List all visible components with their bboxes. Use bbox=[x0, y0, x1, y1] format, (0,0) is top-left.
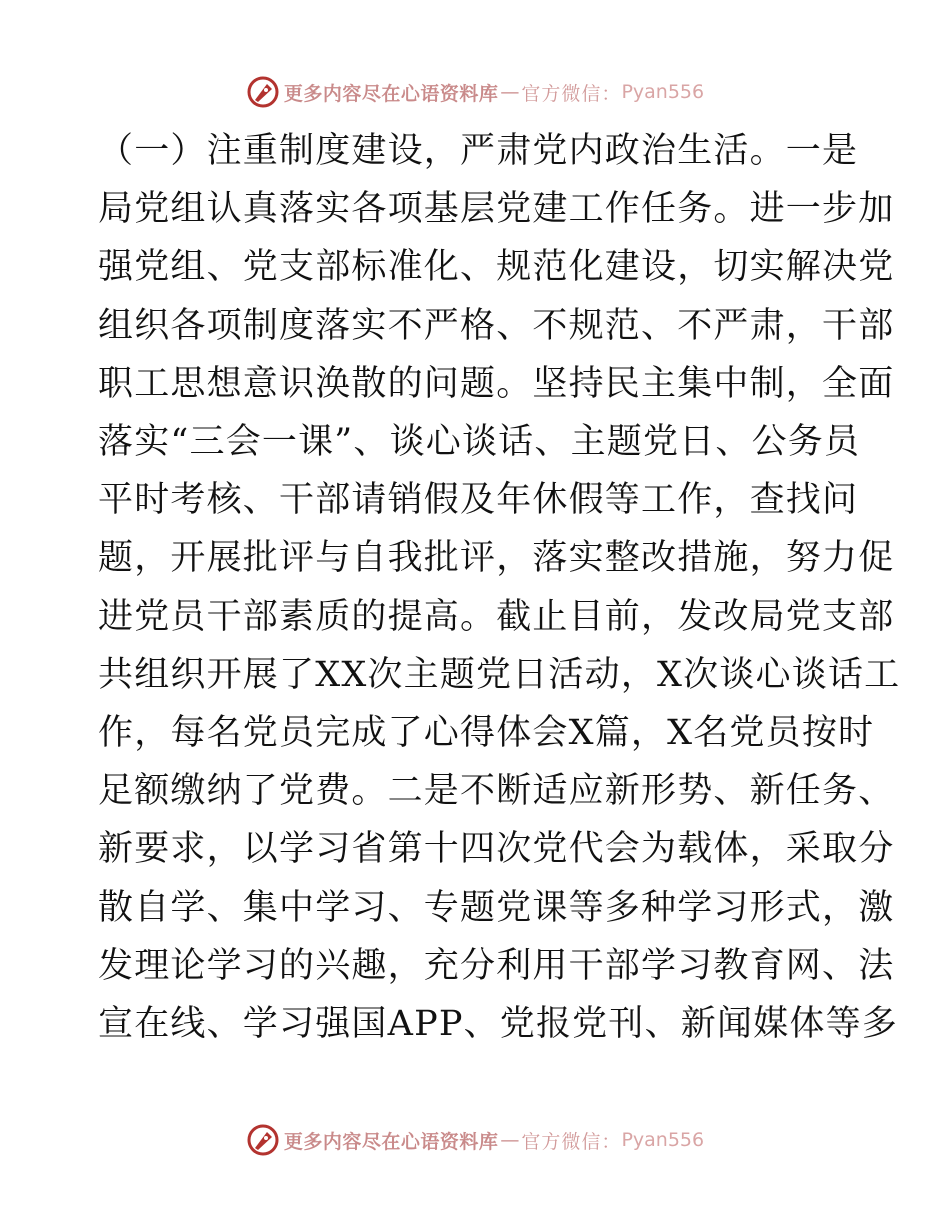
body-line: 局党组认真落实各项基层党建工作任务。进一步加 bbox=[98, 189, 895, 230]
body-line: 平时考核、干部请销假及年休假等工作，查找问 bbox=[98, 480, 859, 521]
footer-banner bbox=[0, 1120, 950, 1160]
body-line: 题，开展批评与自我批评，落实整改措施，努力促 bbox=[98, 538, 895, 579]
body-line: 强党组、党支部标准化、规范化建设，切实解决党 bbox=[98, 247, 895, 288]
body-line: 进党员干部素质的提高。截止目前，发改局党支部 bbox=[98, 596, 895, 637]
pen-nib-logo-icon bbox=[246, 75, 280, 109]
body-line: 共组织开展了XX次主题党日活动，X次谈心谈话工 bbox=[98, 654, 901, 695]
body-line: 发理论学习的兴趣，充分利用干部学习教育网、法 bbox=[98, 945, 895, 986]
body-line: 落实“三会一课”、谈心谈话、主题党日、公务员 bbox=[98, 422, 861, 463]
banner-wechat-id: Pyan556 bbox=[621, 81, 705, 103]
banner-text: 更多内容尽在心语资料库 bbox=[283, 82, 499, 105]
banner-text: 更多内容尽在心语资料库 bbox=[283, 1130, 499, 1153]
header-banner bbox=[0, 72, 950, 112]
banner-dash: — bbox=[500, 1129, 520, 1151]
banner-dash: — bbox=[500, 81, 520, 103]
banner-official-label: 官方微信： bbox=[521, 82, 622, 105]
body-paragraph bbox=[98, 122, 901, 1053]
banner-wechat-id: Pyan556 bbox=[621, 1129, 705, 1151]
body-line: 新要求，以学习省第十四次党代会为载体，采取分 bbox=[98, 829, 895, 870]
body-line: 散自学、集中学习、专题党课等多种学习形式，激 bbox=[98, 887, 895, 928]
body-line: （一）注重制度建设，严肃党内政治生活。一是 bbox=[98, 131, 859, 171]
body-line: 足额缴纳了党费。二是不断适应新形势、新任务、 bbox=[98, 771, 895, 812]
body-line: 作，每名党员完成了心得体会X篇，X名党员按时 bbox=[98, 713, 875, 754]
banner-official-label: 官方微信： bbox=[521, 1130, 622, 1153]
body-line: 组织各项制度落实不严格、不规范、不严肃，干部 bbox=[98, 305, 895, 346]
body-line: 职工思想意识涣散的问题。坚持民主集中制，全面 bbox=[98, 363, 895, 404]
body-line: 宣在线、学习强国APP、党报党刊、新闻媒体等多 bbox=[98, 1004, 898, 1045]
pen-nib-logo-icon bbox=[246, 1123, 280, 1157]
